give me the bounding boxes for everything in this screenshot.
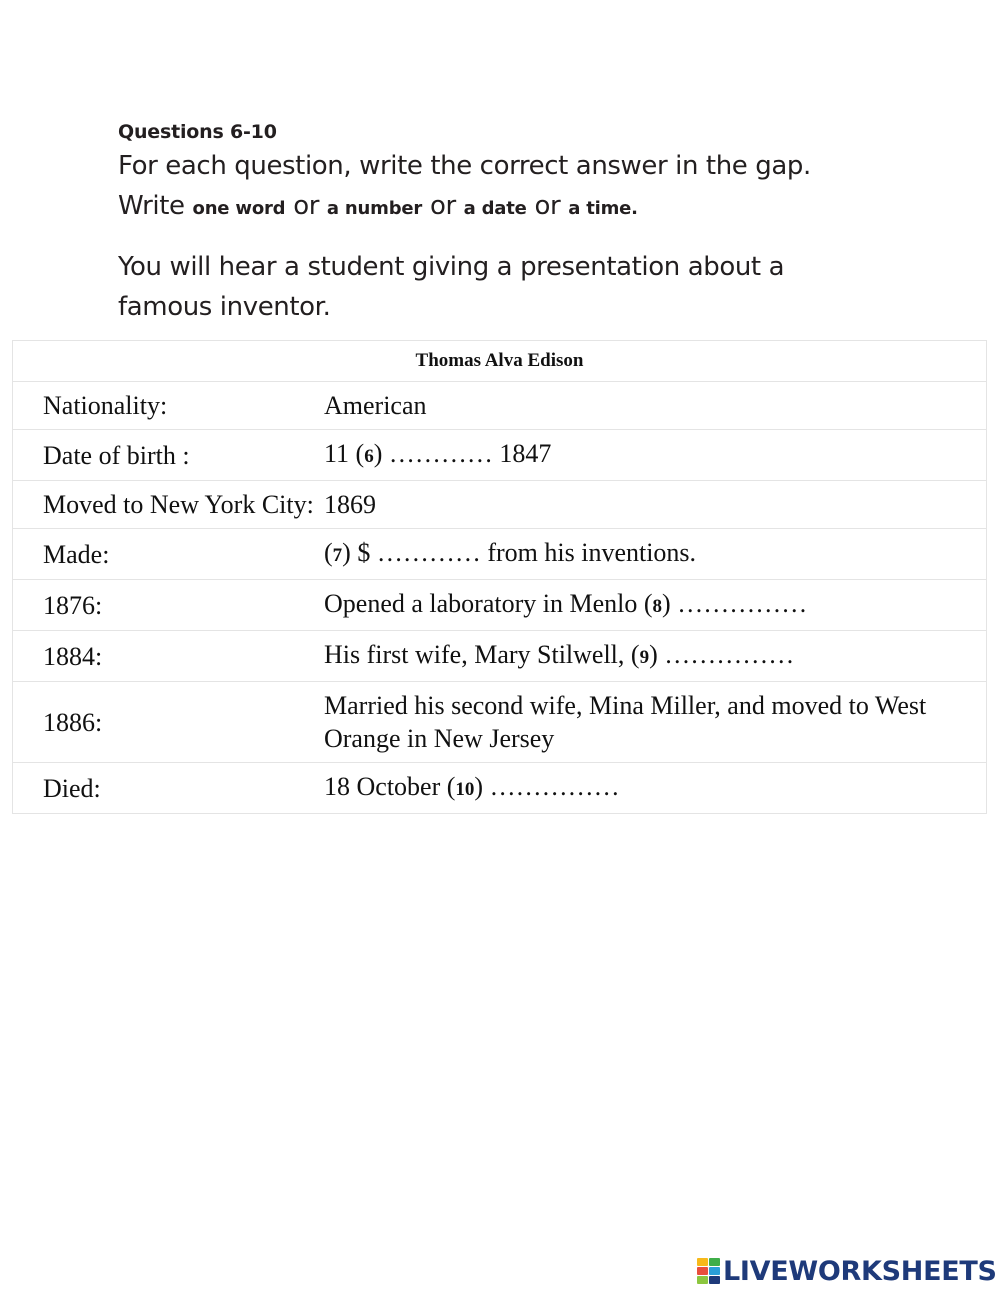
value-text: 11 — [324, 439, 350, 468]
logo-square — [709, 1267, 720, 1275]
instruction-line-2 — [118, 186, 918, 229]
answer-gap[interactable]: …………… — [664, 640, 795, 669]
row-label: 1884: — [13, 631, 324, 682]
question-number: 9 — [639, 647, 650, 668]
table-row — [13, 481, 986, 529]
answer-gap[interactable]: $ ………… from his inventions. — [357, 538, 697, 567]
a-time-text: a time. — [568, 198, 638, 219]
row-label: 1886: — [13, 682, 324, 763]
row-label: 1876: — [13, 580, 324, 631]
instruction-line-1: For each question, write the correct answer in the gap. — [118, 151, 811, 181]
row-label: Died: — [43, 773, 101, 803]
context-text: You will hear a student giving a presentation about a famous inventor. — [118, 252, 785, 322]
question-number: 10 — [455, 779, 475, 800]
table-row — [13, 631, 986, 682]
a-date-text: a date — [463, 198, 527, 219]
answer-gap[interactable]: ………… 1847 — [388, 439, 552, 468]
logo-square — [709, 1276, 720, 1284]
value-text: His first wife, Mary Stilwell, — [324, 640, 625, 669]
value-text: Opened a laboratory in Menlo — [324, 589, 638, 618]
value-text: 18 October — [324, 772, 441, 801]
liveworksheets-logo[interactable] — [697, 1255, 997, 1287]
row-value: His first wife, Mary Stilwell, (9) …………… — [324, 631, 986, 682]
write-text: Write — [118, 191, 185, 221]
questions-heading: Questions 6-10 — [118, 121, 277, 143]
logo-square — [697, 1258, 708, 1266]
row-value: Married his second wife, Mina Miller, and moved to West Orange in New Jersey — [324, 682, 986, 763]
table-row — [13, 580, 986, 631]
row-label: Moved to New York City: — [13, 481, 324, 529]
instructions — [118, 118, 918, 327]
one-word-text: one word — [192, 198, 286, 219]
table-title: Thomas Alva Edison — [13, 341, 986, 382]
table-row — [13, 529, 986, 580]
row-value: Opened a laboratory in Menlo (8) …………… — [324, 580, 986, 631]
row-label: Nationality: — [13, 382, 324, 430]
question-number: 6 — [364, 446, 374, 467]
row-value: 18 October (10) …………… — [324, 772, 620, 801]
table-row — [13, 682, 986, 763]
row-label: Date of birth : — [13, 430, 324, 481]
row-value: 11 (6) ………… 1847 — [324, 430, 986, 481]
table-row — [13, 430, 986, 481]
table-row — [13, 763, 986, 814]
edison-table — [12, 340, 987, 814]
a-number-text: a number — [326, 198, 423, 219]
question-number: 7 — [332, 545, 343, 566]
logo-square — [709, 1258, 720, 1266]
or-text: or — [429, 191, 456, 221]
table-row — [13, 382, 986, 430]
question-number: 8 — [652, 596, 663, 617]
logo-square — [697, 1267, 708, 1275]
row-value: 1869 — [324, 481, 986, 529]
answer-gap[interactable]: …………… — [677, 589, 808, 618]
or-text: or — [534, 191, 561, 221]
or-text: or — [293, 191, 320, 221]
row-value: American — [324, 382, 986, 430]
answer-gap[interactable]: …………… — [489, 772, 620, 801]
logo-square — [697, 1276, 708, 1284]
row-value: (7) $ ………… from his inventions. — [324, 529, 986, 580]
logo-text: LIVEWORKSHEETS — [723, 1255, 997, 1287]
liveworksheets-logo-icon — [697, 1258, 719, 1284]
row-label: Made: — [13, 529, 324, 580]
